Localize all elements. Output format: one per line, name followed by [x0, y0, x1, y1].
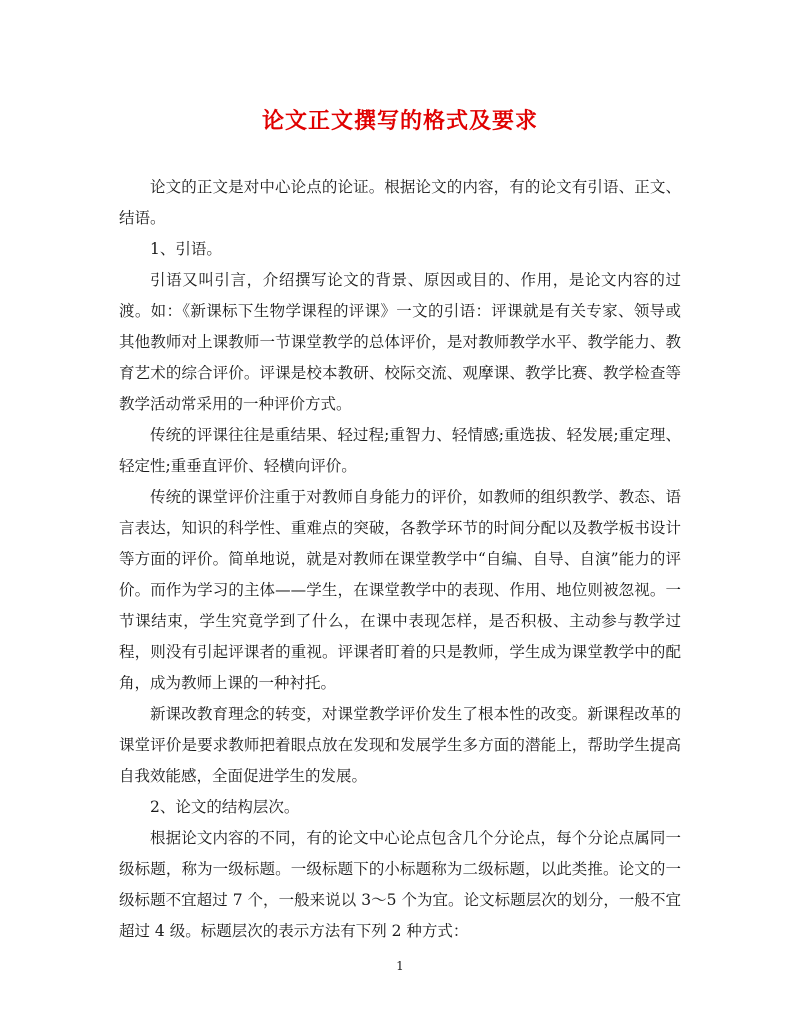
document-body: [119, 172, 681, 947]
paragraph-heading-levels: 根据论文内容的不同，有的论文中心论点包含几个分论点，每个分论点属同一级标题，称为一级标题。一级标题下的小标题称为二级标题，以此类推。论文的一级标题不宜超过 7 个，一般来说以 3～5 个为宜。论文标题层次的划分，一般不宜超过 4 级。标题层次的表示方法有下列 2 种方式：: [119, 829, 681, 940]
page-number: 1: [396, 959, 404, 973]
paragraph-intro: 论文的正文是对中心论点的论证。根据论文的内容，有的论文有引语、正文、结语。: [119, 178, 681, 227]
paragraph-classroom-evaluation: 传统的课堂评价注重于对教师自身能力的评价，如教师的组织教学、教态、语言表达，知识的科学性、重难点的突破，各教学环节的时间分配以及教学板书设计等方面的评价。简单地说，就是对教师在课堂教学中“自编、自导、自演”能力的评价。而作为学习的主体——学生，在课堂教学中的表现、作用、地位则被忽视。一节课结束，学生究竟学到了什么，在课中表现怎样，是否积极、主动参与教学过程，则没有引起评课者的重视。评课者盯着的只是教师，学生成为课堂教学中的配角，成为教师上课的一种衬托。: [119, 488, 681, 692]
paragraph-traditional-evaluation: 传统的评课往往是重结果、轻过程;重智力、轻情感;重选拔、轻发展;重定理、轻定性;重垂直评价、轻横向评价。: [119, 426, 681, 475]
document-title: 论文正文撰写的格式及要求: [261, 108, 538, 134]
paragraph-introduction-definition: 引语又叫引言，介绍撰写论文的背景、原因或目的、作用，是论文内容的过渡。如：《新课标下生物学课程的评课》一文的引语：评课就是有关专家、领导或其他教师对上课教师一节课堂教学的总体评价，是对教师教学水平、教学能力、教育艺术的综合评价。评课是校本教研、校际交流、观摩课、教学比赛、教学检查等教学活动常采用的一种评价方式。: [119, 271, 681, 413]
section-heading-structure: 2、论文的结构层次。: [150, 798, 300, 816]
section-heading-introduction: 1、引语。: [150, 240, 222, 258]
paragraph-new-curriculum: 新课改教育理念的转变，对课堂教学评价发生了根本性的改变。新课程改革的课堂评价是要求教师把着眼点放在发现和发展学生多方面的潜能上，帮助学生提高自我效能感，全面促进学生的发展。: [119, 705, 681, 785]
